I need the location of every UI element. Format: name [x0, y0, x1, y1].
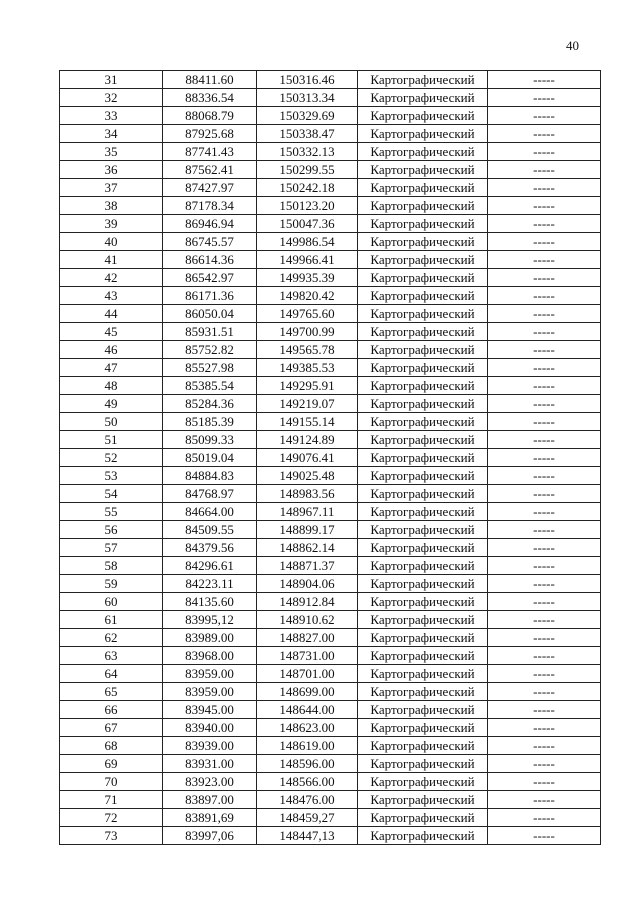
table-row [60, 557, 601, 575]
y-coordinate-cell: 148699.00 [257, 683, 358, 701]
table-row [60, 395, 601, 413]
point-number-cell: 37 [60, 179, 163, 197]
method-cell: Картографический [358, 629, 488, 647]
method-cell: Картографический [358, 755, 488, 773]
y-coordinate-cell: 150316.46 [257, 71, 358, 89]
point-number-cell: 57 [60, 539, 163, 557]
accuracy-cell: ----- [488, 467, 601, 485]
method-cell: Картографический [358, 125, 488, 143]
point-number-cell: 60 [60, 593, 163, 611]
point-number-cell: 52 [60, 449, 163, 467]
x-coordinate-cell: 83968.00 [163, 647, 257, 665]
point-number-cell: 32 [60, 89, 163, 107]
y-coordinate-cell: 149935.39 [257, 269, 358, 287]
accuracy-cell: ----- [488, 161, 601, 179]
accuracy-cell: ----- [488, 125, 601, 143]
method-cell: Картографический [358, 341, 488, 359]
table-row [60, 305, 601, 323]
table-row [60, 593, 601, 611]
x-coordinate-cell: 85099.33 [163, 431, 257, 449]
y-coordinate-cell: 148623.00 [257, 719, 358, 737]
y-coordinate-cell: 148644.00 [257, 701, 358, 719]
table-row [60, 809, 601, 827]
accuracy-cell: ----- [488, 341, 601, 359]
method-cell: Картографический [358, 89, 488, 107]
table-row [60, 467, 601, 485]
point-number-cell: 33 [60, 107, 163, 125]
table-row [60, 89, 601, 107]
table-row [60, 629, 601, 647]
x-coordinate-cell: 84884.83 [163, 467, 257, 485]
x-coordinate-cell: 83959.00 [163, 683, 257, 701]
method-cell: Картографический [358, 413, 488, 431]
point-number-cell: 61 [60, 611, 163, 629]
method-cell: Картографический [358, 827, 488, 845]
point-number-cell: 49 [60, 395, 163, 413]
y-coordinate-cell: 148619.00 [257, 737, 358, 755]
accuracy-cell: ----- [488, 377, 601, 395]
method-cell: Картографический [358, 71, 488, 89]
y-coordinate-cell: 148910.62 [257, 611, 358, 629]
x-coordinate-cell: 83995,12 [163, 611, 257, 629]
method-cell: Картографический [358, 431, 488, 449]
point-number-cell: 55 [60, 503, 163, 521]
table-row [60, 665, 601, 683]
x-coordinate-cell: 85931.51 [163, 323, 257, 341]
y-coordinate-cell: 149219.07 [257, 395, 358, 413]
point-number-cell: 64 [60, 665, 163, 683]
x-coordinate-cell: 83897.00 [163, 791, 257, 809]
method-cell: Картографический [358, 323, 488, 341]
accuracy-cell: ----- [488, 269, 601, 287]
method-cell: Картографический [358, 665, 488, 683]
x-coordinate-cell: 85385.54 [163, 377, 257, 395]
accuracy-cell: ----- [488, 197, 601, 215]
y-coordinate-cell: 149820.42 [257, 287, 358, 305]
method-cell: Картографический [358, 233, 488, 251]
y-coordinate-cell: 148701.00 [257, 665, 358, 683]
method-cell: Картографический [358, 593, 488, 611]
y-coordinate-cell: 150329.69 [257, 107, 358, 125]
accuracy-cell: ----- [488, 143, 601, 161]
x-coordinate-cell: 83939.00 [163, 737, 257, 755]
point-number-cell: 38 [60, 197, 163, 215]
accuracy-cell: ----- [488, 719, 601, 737]
accuracy-cell: ----- [488, 575, 601, 593]
x-coordinate-cell: 86745.57 [163, 233, 257, 251]
accuracy-cell: ----- [488, 323, 601, 341]
table-row [60, 719, 601, 737]
x-coordinate-cell: 87741.43 [163, 143, 257, 161]
y-coordinate-cell: 149385.53 [257, 359, 358, 377]
table-row [60, 323, 601, 341]
x-coordinate-cell: 87925.68 [163, 125, 257, 143]
accuracy-cell: ----- [488, 701, 601, 719]
method-cell: Картографический [358, 773, 488, 791]
point-number-cell: 51 [60, 431, 163, 449]
point-number-cell: 47 [60, 359, 163, 377]
x-coordinate-cell: 83923.00 [163, 773, 257, 791]
accuracy-cell: ----- [488, 233, 601, 251]
table-row [60, 143, 601, 161]
y-coordinate-cell: 148904.06 [257, 575, 358, 593]
table-row [60, 197, 601, 215]
accuracy-cell: ----- [488, 395, 601, 413]
y-coordinate-cell: 148447,13 [257, 827, 358, 845]
method-cell: Картографический [358, 251, 488, 269]
accuracy-cell: ----- [488, 827, 601, 845]
method-cell: Картографический [358, 701, 488, 719]
x-coordinate-cell: 87562.41 [163, 161, 257, 179]
y-coordinate-cell: 148827.00 [257, 629, 358, 647]
table-row [60, 575, 601, 593]
method-cell: Картографический [358, 107, 488, 125]
point-number-cell: 31 [60, 71, 163, 89]
point-number-cell: 69 [60, 755, 163, 773]
y-coordinate-cell: 148476.00 [257, 791, 358, 809]
x-coordinate-cell: 86171.36 [163, 287, 257, 305]
table-row [60, 773, 601, 791]
method-cell: Картографический [358, 611, 488, 629]
y-coordinate-cell: 149986.54 [257, 233, 358, 251]
point-number-cell: 73 [60, 827, 163, 845]
point-number-cell: 36 [60, 161, 163, 179]
y-coordinate-cell: 149765.60 [257, 305, 358, 323]
x-coordinate-cell: 84768.97 [163, 485, 257, 503]
y-coordinate-cell: 148731.00 [257, 647, 358, 665]
point-number-cell: 39 [60, 215, 163, 233]
method-cell: Картографический [358, 449, 488, 467]
table-row [60, 611, 601, 629]
accuracy-cell: ----- [488, 665, 601, 683]
table-row [60, 71, 601, 89]
point-number-cell: 63 [60, 647, 163, 665]
table-row [60, 161, 601, 179]
y-coordinate-cell: 150123.20 [257, 197, 358, 215]
point-number-cell: 68 [60, 737, 163, 755]
x-coordinate-cell: 87427.97 [163, 179, 257, 197]
point-number-cell: 40 [60, 233, 163, 251]
x-coordinate-cell: 86614.36 [163, 251, 257, 269]
y-coordinate-cell: 148566.00 [257, 773, 358, 791]
y-coordinate-cell: 148862.14 [257, 539, 358, 557]
method-cell: Картографический [358, 215, 488, 233]
method-cell: Картографический [358, 557, 488, 575]
y-coordinate-cell: 149565.78 [257, 341, 358, 359]
table-row [60, 683, 601, 701]
point-number-cell: 41 [60, 251, 163, 269]
method-cell: Картографический [358, 503, 488, 521]
x-coordinate-cell: 84509.55 [163, 521, 257, 539]
x-coordinate-cell: 85185.39 [163, 413, 257, 431]
point-number-cell: 50 [60, 413, 163, 431]
point-number-cell: 59 [60, 575, 163, 593]
table-row [60, 485, 601, 503]
accuracy-cell: ----- [488, 503, 601, 521]
table-row [60, 521, 601, 539]
point-number-cell: 66 [60, 701, 163, 719]
table-row [60, 215, 601, 233]
table-row [60, 107, 601, 125]
x-coordinate-cell: 85019.04 [163, 449, 257, 467]
y-coordinate-cell: 149295.91 [257, 377, 358, 395]
accuracy-cell: ----- [488, 71, 601, 89]
method-cell: Картографический [358, 683, 488, 701]
coordinates-table-body [60, 71, 601, 845]
table-row [60, 287, 601, 305]
accuracy-cell: ----- [488, 809, 601, 827]
accuracy-cell: ----- [488, 755, 601, 773]
y-coordinate-cell: 150242.18 [257, 179, 358, 197]
y-coordinate-cell: 148596.00 [257, 755, 358, 773]
table-row [60, 413, 601, 431]
method-cell: Картографический [358, 575, 488, 593]
y-coordinate-cell: 150047.36 [257, 215, 358, 233]
accuracy-cell: ----- [488, 521, 601, 539]
x-coordinate-cell: 83945.00 [163, 701, 257, 719]
accuracy-cell: ----- [488, 215, 601, 233]
point-number-cell: 44 [60, 305, 163, 323]
x-coordinate-cell: 85527.98 [163, 359, 257, 377]
x-coordinate-cell: 83931.00 [163, 755, 257, 773]
x-coordinate-cell: 85752.82 [163, 341, 257, 359]
x-coordinate-cell: 83997,06 [163, 827, 257, 845]
table-row [60, 233, 601, 251]
table-row [60, 125, 601, 143]
method-cell: Картографический [358, 179, 488, 197]
y-coordinate-cell: 149124.89 [257, 431, 358, 449]
table-row [60, 431, 601, 449]
accuracy-cell: ----- [488, 431, 601, 449]
accuracy-cell: ----- [488, 611, 601, 629]
table-row [60, 539, 601, 557]
point-number-cell: 72 [60, 809, 163, 827]
table-row [60, 791, 601, 809]
y-coordinate-cell: 149076.41 [257, 449, 358, 467]
point-number-cell: 70 [60, 773, 163, 791]
x-coordinate-cell: 83940.00 [163, 719, 257, 737]
point-number-cell: 67 [60, 719, 163, 737]
x-coordinate-cell: 83959.00 [163, 665, 257, 683]
y-coordinate-cell: 149700.99 [257, 323, 358, 341]
accuracy-cell: ----- [488, 683, 601, 701]
x-coordinate-cell: 88411.60 [163, 71, 257, 89]
method-cell: Картографический [358, 287, 488, 305]
accuracy-cell: ----- [488, 485, 601, 503]
accuracy-cell: ----- [488, 791, 601, 809]
x-coordinate-cell: 88068.79 [163, 107, 257, 125]
table-row [60, 737, 601, 755]
x-coordinate-cell: 84135.60 [163, 593, 257, 611]
method-cell: Картографический [358, 269, 488, 287]
accuracy-cell: ----- [488, 773, 601, 791]
x-coordinate-cell: 86542.97 [163, 269, 257, 287]
table-row [60, 755, 601, 773]
y-coordinate-cell: 149155.14 [257, 413, 358, 431]
method-cell: Картографический [358, 809, 488, 827]
x-coordinate-cell: 84223.11 [163, 575, 257, 593]
point-number-cell: 56 [60, 521, 163, 539]
point-number-cell: 43 [60, 287, 163, 305]
table-row [60, 701, 601, 719]
page-number: 40 [566, 38, 579, 53]
method-cell: Картографический [358, 719, 488, 737]
x-coordinate-cell: 88336.54 [163, 89, 257, 107]
accuracy-cell: ----- [488, 413, 601, 431]
method-cell: Картографический [358, 791, 488, 809]
x-coordinate-cell: 86946.94 [163, 215, 257, 233]
point-number-cell: 58 [60, 557, 163, 575]
y-coordinate-cell: 149966.41 [257, 251, 358, 269]
accuracy-cell: ----- [488, 647, 601, 665]
y-coordinate-cell: 150332.13 [257, 143, 358, 161]
method-cell: Картографический [358, 737, 488, 755]
point-number-cell: 48 [60, 377, 163, 395]
x-coordinate-cell: 84379.56 [163, 539, 257, 557]
accuracy-cell: ----- [488, 557, 601, 575]
table-row [60, 341, 601, 359]
method-cell: Картографический [358, 197, 488, 215]
y-coordinate-cell: 148967.11 [257, 503, 358, 521]
x-coordinate-cell: 83989.00 [163, 629, 257, 647]
accuracy-cell: ----- [488, 89, 601, 107]
x-coordinate-cell: 87178.34 [163, 197, 257, 215]
method-cell: Картографический [358, 395, 488, 413]
point-number-cell: 71 [60, 791, 163, 809]
method-cell: Картографический [358, 467, 488, 485]
y-coordinate-cell: 148459,27 [257, 809, 358, 827]
point-number-cell: 45 [60, 323, 163, 341]
method-cell: Картографический [358, 485, 488, 503]
y-coordinate-cell: 150338.47 [257, 125, 358, 143]
point-number-cell: 62 [60, 629, 163, 647]
table-row [60, 359, 601, 377]
y-coordinate-cell: 148871.37 [257, 557, 358, 575]
x-coordinate-cell: 83891,69 [163, 809, 257, 827]
accuracy-cell: ----- [488, 251, 601, 269]
y-coordinate-cell: 150313.34 [257, 89, 358, 107]
table-row [60, 647, 601, 665]
method-cell: Картографический [358, 521, 488, 539]
accuracy-cell: ----- [488, 539, 601, 557]
y-coordinate-cell: 149025.48 [257, 467, 358, 485]
coordinates-table [59, 70, 601, 845]
table-row [60, 449, 601, 467]
table-row [60, 377, 601, 395]
x-coordinate-cell: 84296.61 [163, 557, 257, 575]
accuracy-cell: ----- [488, 449, 601, 467]
point-number-cell: 34 [60, 125, 163, 143]
y-coordinate-cell: 148983.56 [257, 485, 358, 503]
x-coordinate-cell: 84664.00 [163, 503, 257, 521]
table-row [60, 827, 601, 845]
point-number-cell: 53 [60, 467, 163, 485]
accuracy-cell: ----- [488, 359, 601, 377]
accuracy-cell: ----- [488, 737, 601, 755]
point-number-cell: 35 [60, 143, 163, 161]
method-cell: Картографический [358, 539, 488, 557]
point-number-cell: 65 [60, 683, 163, 701]
accuracy-cell: ----- [488, 287, 601, 305]
method-cell: Картографический [358, 161, 488, 179]
accuracy-cell: ----- [488, 305, 601, 323]
x-coordinate-cell: 86050.04 [163, 305, 257, 323]
method-cell: Картографический [358, 647, 488, 665]
point-number-cell: 42 [60, 269, 163, 287]
table-row [60, 503, 601, 521]
method-cell: Картографический [358, 359, 488, 377]
table-row [60, 251, 601, 269]
accuracy-cell: ----- [488, 593, 601, 611]
point-number-cell: 46 [60, 341, 163, 359]
method-cell: Картографический [358, 305, 488, 323]
method-cell: Картографический [358, 143, 488, 161]
y-coordinate-cell: 150299.55 [257, 161, 358, 179]
accuracy-cell: ----- [488, 179, 601, 197]
x-coordinate-cell: 85284.36 [163, 395, 257, 413]
table-row [60, 179, 601, 197]
table-row [60, 269, 601, 287]
accuracy-cell: ----- [488, 107, 601, 125]
y-coordinate-cell: 148899.17 [257, 521, 358, 539]
accuracy-cell: ----- [488, 629, 601, 647]
method-cell: Картографический [358, 377, 488, 395]
y-coordinate-cell: 148912.84 [257, 593, 358, 611]
point-number-cell: 54 [60, 485, 163, 503]
